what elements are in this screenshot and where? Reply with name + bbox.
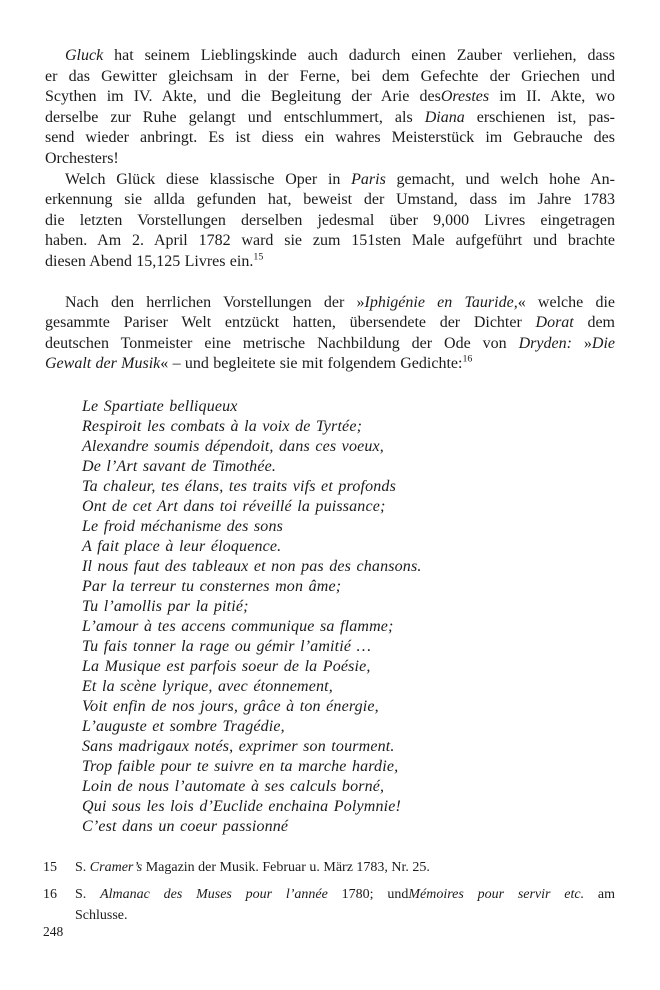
text-line: gesammte Pariser Welt entzückt hatten, übersendete der Dichter Dorat dem [45,314,615,332]
text-line: S. Cramer’s Magazin der Musik. Februar u. März 1783, Nr. 25. [75,859,430,875]
footnote-15-text [75,857,615,878]
text-line: Nach den herrlichen Vorstellungen der »Iphigénie en Tauride,« welche die [65,293,615,311]
poem-line: La Musique est parfois soeur de la Poésie, [82,657,371,675]
page-number: 248 [43,924,64,939]
text-line: Gluck hat seinem Lieblingskinde auch dadurch einen Zauber verliehen, dass [65,47,615,64]
poem-line: Le Spartiate belliqueux [82,397,238,415]
poem-line: Tu l’amollis par la pitié; [82,597,249,615]
paragraph-gluck-orchester [45,46,615,170]
poem-line: Tu fais tonner la rage ou gémir l’amitié … [82,637,371,655]
footnote-16-text [75,884,615,926]
text-line: deutschen Tonmeister eine metrische Nachbildung der Ode von Dryden: »Die [45,334,615,352]
paragraph-paris-erfolg [45,170,615,273]
text-line: S. Almanac des Muses pour l’année 1780; undMémoires pour servir etc. am [75,886,615,902]
text-line: derselbe zur Ruhe gelangt und entschlummert, als Diana erschienen ist, pas- [45,108,616,126]
poem-line: Loin de nous l’automate à ses calculs borné, [82,777,385,795]
paragraph-dorat-ode [45,293,615,375]
footnote-15 [45,857,615,878]
poem-line: Il nous faut des tableaux et non pas des chansons. [82,557,422,575]
text-line: diesen Abend 15,125 Livres ein.$^{15}$ [45,251,264,270]
poem-line: Qui sous les lois d’Euclide enchaina Polymnie! [82,797,401,815]
poem-line: Par la terreur tu consternes mon âme; [82,577,342,595]
poem-line: Ont de cet Art dans toi réveillé la puissance; [82,497,386,515]
footnote-16 [45,884,615,926]
text-line: die letzten Vorstellungen derselben jedesmal über 9,000 Livres eingetragen [45,211,615,229]
text-line: Schlusse. [75,907,128,923]
footnotes-section [45,857,615,926]
poem-line: Ta chaleur, tes élans, tes traits vifs et profonds [82,477,396,495]
french-poem [82,397,615,837]
poem-line: C’est dans un coeur passionné [82,817,289,835]
text-line: Welch Glück diese klassische Oper in Paris gemacht, und welch hohe An- [65,170,615,188]
poem-line: Voit enfin de nos jours, grâce à ton énergie, [82,697,379,715]
text-line: er das Gewitter gleichsam in der Ferne, bei dem Gefechte der Griechen und [45,67,615,85]
poem-line: Respiroit les combats à la voix de Tyrtée; [82,417,363,435]
footnote-15-number: 15 [43,859,57,875]
poem-line: Et la scène lyrique, avec étonnement, [82,677,333,695]
text-line: Orchesters! [45,149,119,167]
poem-line: L’amour à tes accens communique sa flamme; [82,617,394,635]
poem-line: Sans madrigaux notés, exprimer son tourment. [82,737,395,755]
poem-line: A fait place à leur éloquence. [82,537,282,555]
page-content [45,46,615,926]
poem-line: L’auguste et sombre Tragédie, [82,717,285,735]
footnote-16-number: 16 [43,886,57,902]
text-line: erkennung sie allda gefunden hat, beweist der Umstand, dass im Jahre 1783 [45,191,615,209]
text-line: send wieder anbringt. Es ist diess ein wahres Meisterstück im Gebrauche des [45,129,615,147]
poem-line: De l’Art savant de Timothée. [82,457,277,475]
poem-line: Le froid méchanisme des sons [82,517,283,535]
text-line: Gewalt der Musik« – und begleitete sie mit folgendem Gedichte:$^{16}$ [45,353,473,373]
poem-line: Alexandre soumis dépendoit, dans ces voeux, [82,437,384,455]
text-line: haben. Am 2. April 1782 ward sie zum 151sten Male aufgeführt und brachte [45,232,615,250]
text-line: Scythen im IV. Akte, und die Begleitung der Arie desOrestes im II. Akte, wo [45,88,615,106]
poem-line: Trop faible pour te suivre en ta marche hardie, [82,757,399,775]
